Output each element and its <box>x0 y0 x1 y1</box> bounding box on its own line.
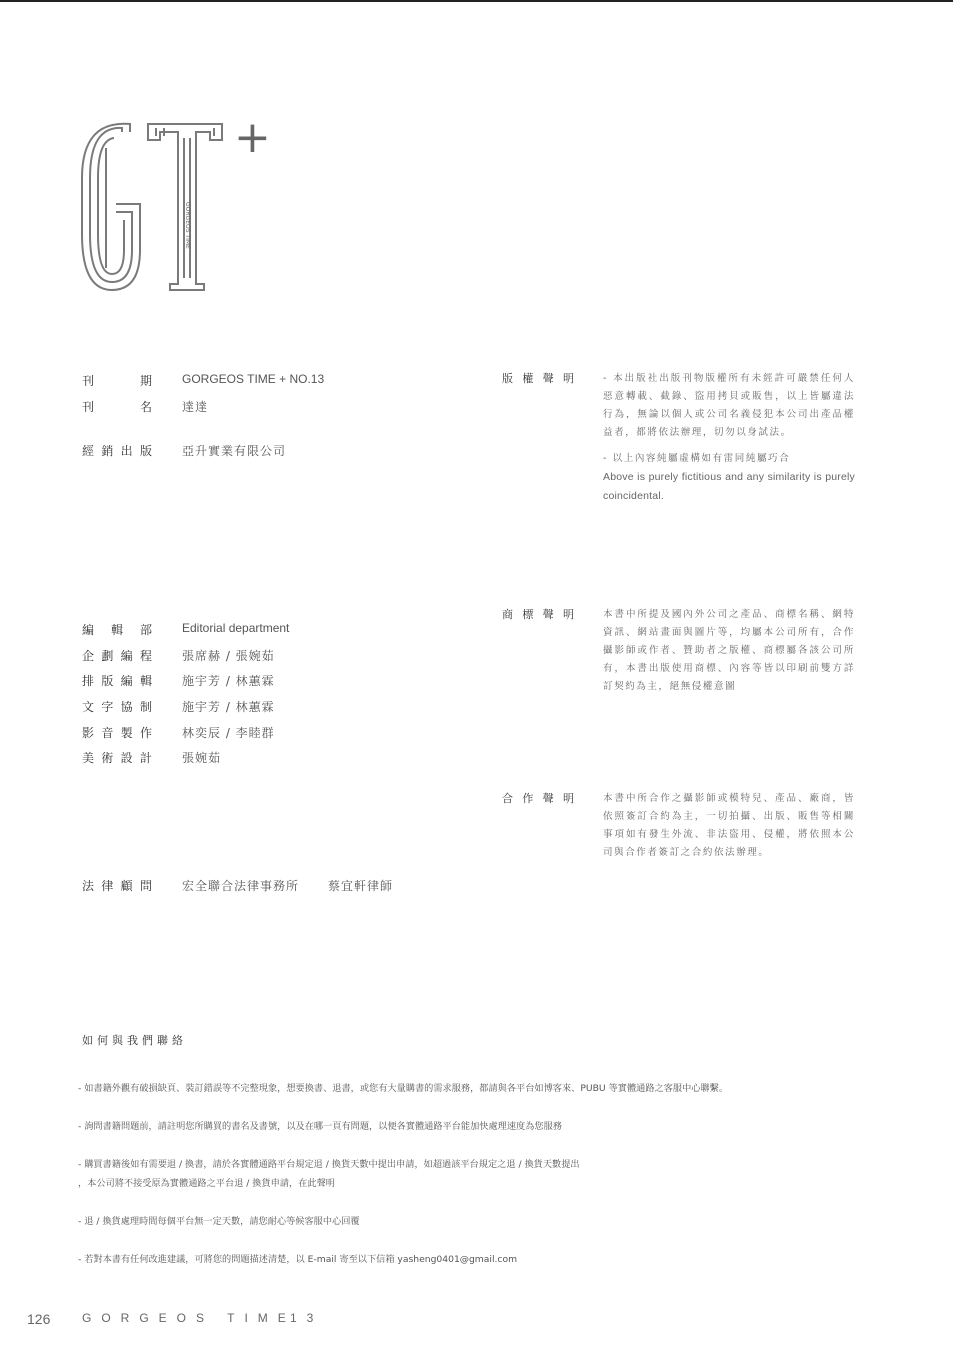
name-row <box>82 398 209 415</box>
issue-label: 刊期 <box>82 374 154 388</box>
contact-note: - 如書籍外觀有破損缺頁、裝訂錯誤等不完整現象，想要換書、退書，或您有大量購書的需求服務，都請與各平台如博客來、PUBU 等實體通路之客服中心聯繫。 <box>78 1083 729 1094</box>
top-rule <box>0 0 953 2</box>
staff-value: 施宇芳 / 林蕙霖 <box>182 674 275 688</box>
legal-firm: 宏全聯合法律事務所 <box>182 879 300 893</box>
issue-row <box>82 372 325 389</box>
copyright-text: - 本出版社出版刊物版權所有未經許可嚴禁任何人惡意轉載、截錄、盜用拷貝或販售，以上皆屬違法行為，無論以個人或公司名義侵犯本公司出產品權益者，都將依法辦理，切勿以身試法。 <box>603 373 855 438</box>
contact-note: - 若對本書有任何改進建議，可將您的問題描述清楚，以 E-mail 寄至以下信箱 yasheng0401@gmail.com <box>78 1254 518 1265</box>
copyright-statement <box>502 370 862 530</box>
logo-vertical-text: GORGEOS TIME <box>184 202 191 249</box>
contact-note: ，本公司將不接受原為實體通路之平台退 / 換貨申請，在此聲明 <box>78 1178 335 1189</box>
legal-label: 法律顧問 <box>82 879 154 893</box>
staff-label: 文字協制 <box>82 700 154 714</box>
publisher-label: 經銷出版 <box>82 444 154 458</box>
copyright-english: Above is purely fictitious and any similarity is purely coincidental. <box>603 471 855 502</box>
staff-row <box>82 698 275 715</box>
footer-issue: 13 <box>290 1311 324 1325</box>
editorial-dept-value: Editorial department <box>182 621 290 635</box>
staff-row <box>82 724 275 741</box>
publisher-value: 亞升實業有限公司 <box>182 444 287 458</box>
copyright-note: - 以上內容純屬虛構如有雷同純屬巧合 <box>603 453 791 464</box>
cooperation-label: 合作聲明 <box>502 792 574 805</box>
cooperation-text: 本書中所合作之攝影師或模特兒、產品、廠商，皆依照簽訂合約為主，一切拍攝、出版、販售等相關事項如有發生外流、非法盜用、侵權，將依照本公司與合作者簽訂之合約依法辦理。 <box>603 793 855 858</box>
legal-lawyer: 蔡宜軒律師 <box>328 879 394 893</box>
contact-title: 如何與我們聯絡 <box>82 1034 187 1047</box>
legal-row <box>82 877 394 894</box>
copyright-text-block <box>603 370 855 506</box>
trademark-text: 本書中所提及國內外公司之產品、商標名稱、網特資訊、網站畫面與圖片等，均屬本公司所有，合作攝影師或作者、贊助者之版權、商標屬各該公司所有，本書出版使用商標、內容等皆以印刷前雙方詳訂契約為主，絕無侵權意圖 <box>603 609 855 692</box>
editorial-dept-row <box>82 621 290 638</box>
cooperation-statement <box>502 790 862 866</box>
copyright-label: 版權聲明 <box>502 372 574 385</box>
contact-note: - 詢問書籍問題前，請註明您所購買的書名及書號，以及在哪一頁有問題，以便各實體通路平台能加快處理速度為您服務 <box>78 1121 562 1132</box>
staff-value: 施宇芳 / 林蕙霖 <box>182 700 275 714</box>
logo-plus: + <box>234 118 271 163</box>
staff-label: 影音製作 <box>82 726 154 740</box>
publisher-row <box>82 442 287 459</box>
staff-row <box>82 672 275 689</box>
staff-value: 張婉茹 <box>182 751 222 765</box>
name-label: 刊名 <box>82 400 154 414</box>
gt-plus-logo <box>78 118 278 296</box>
staff-value: 林奕辰 / 李睦群 <box>182 726 275 740</box>
staff-row <box>82 647 275 664</box>
staff-row <box>82 749 222 766</box>
page-number: 126 <box>27 1311 51 1327</box>
contact-note: - 購買書籍後如有需要退 / 換書，請於各實體通路平台規定退 / 換貨天數中提出申請，如超過該平台規定之退 / 換貨天數提出 <box>78 1159 580 1170</box>
staff-label: 排版編輯 <box>82 674 154 688</box>
issue-value: GORGEOS TIME + NO.13 <box>182 372 325 386</box>
staff-value: 張席赫 / 張婉茹 <box>182 649 275 663</box>
trademark-label: 商標聲明 <box>502 608 574 621</box>
staff-label: 美術設計 <box>82 751 154 765</box>
staff-label: 企劃編程 <box>82 649 154 663</box>
editorial-dept-label: 編輯部 <box>82 623 154 637</box>
footer-magazine-name: GORGEOS TIME <box>82 1311 296 1325</box>
trademark-statement <box>502 606 862 702</box>
contact-note: - 退 / 換貨處理時間每個平台無一定天數，請您耐心等候客服中心回覆 <box>78 1216 360 1227</box>
name-value: 達達 <box>182 400 209 414</box>
